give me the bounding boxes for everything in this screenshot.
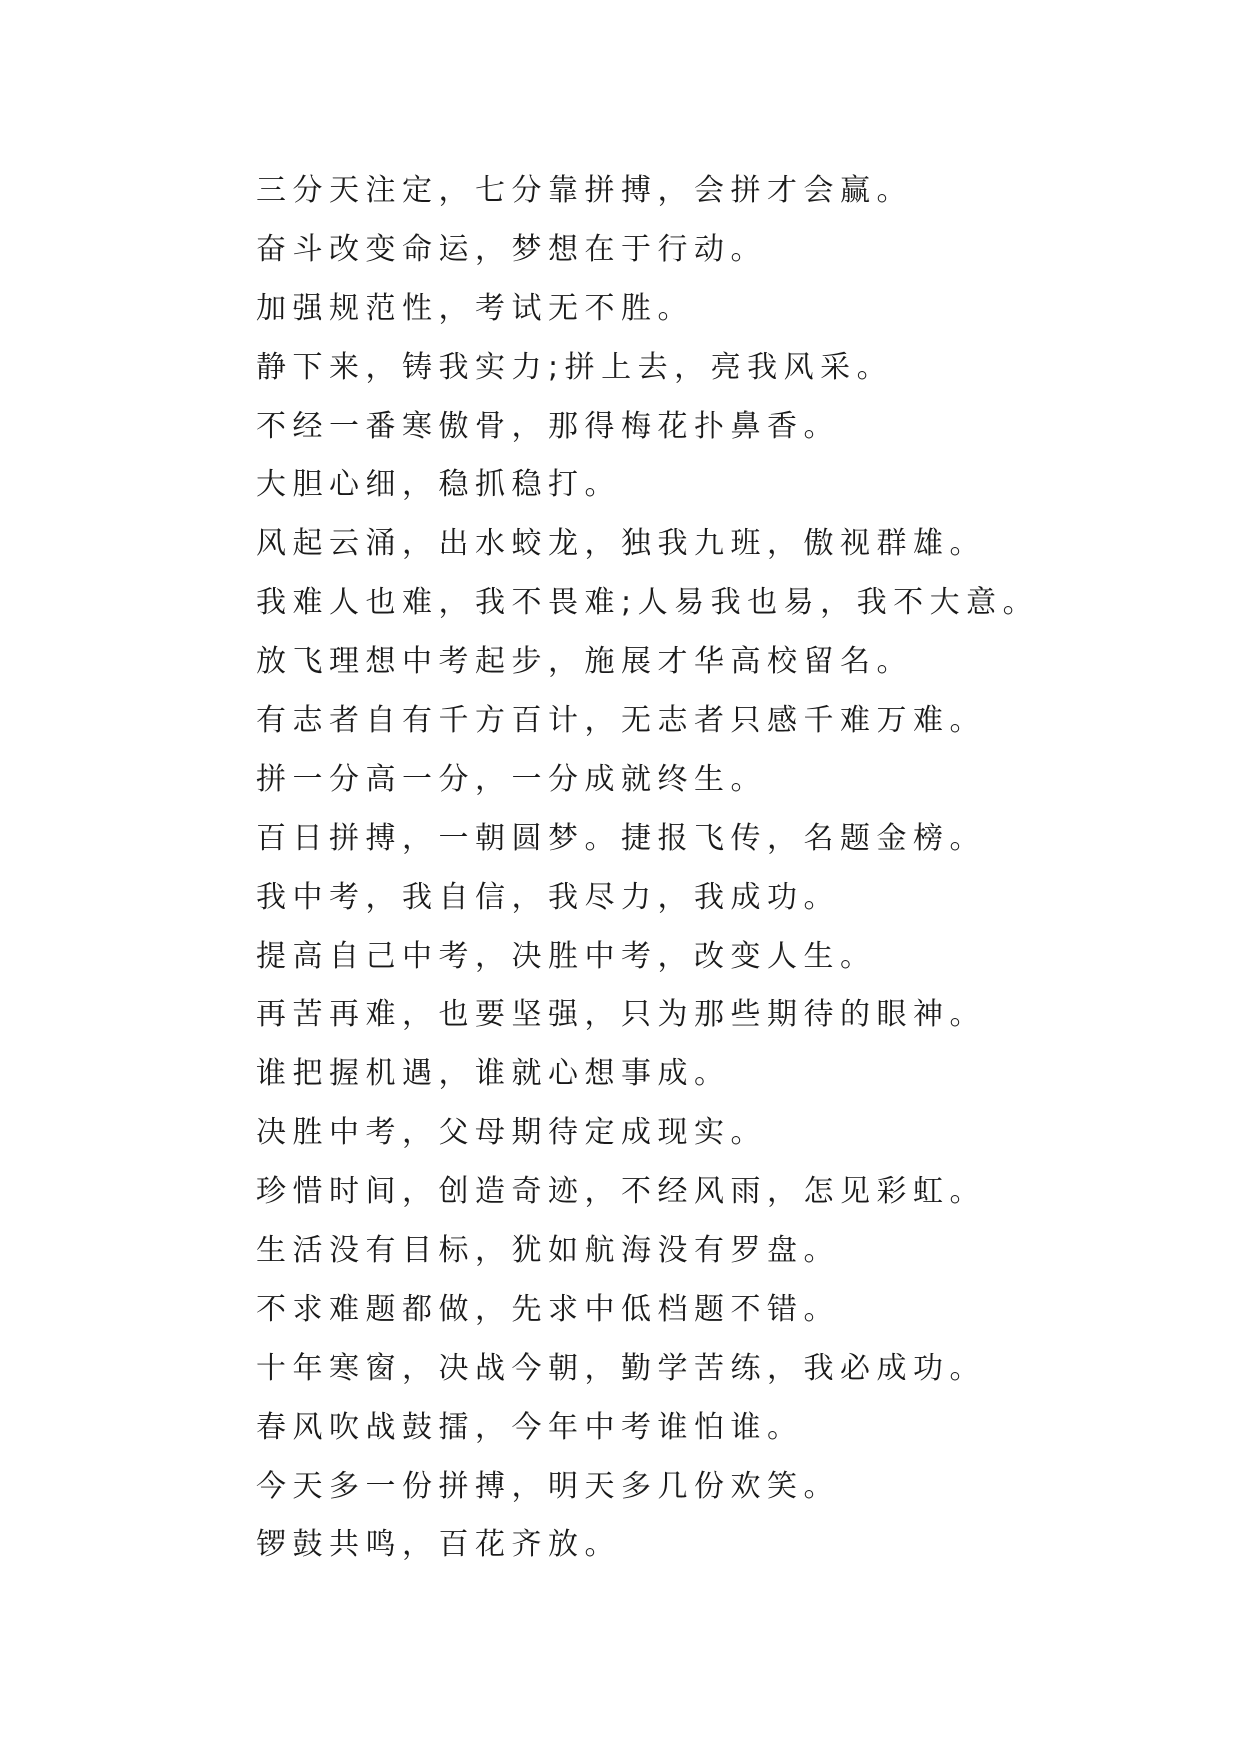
slogan-line: 不经一番寒傲骨，那得梅花扑鼻香。 xyxy=(256,408,840,444)
slogan-line: 不求难题都做，先求中低档题不错。 xyxy=(256,1291,840,1327)
slogan-line: 三分天注定，七分靠拼搏，会拼才会赢。 xyxy=(256,173,913,208)
slogan-line: 静下来，铸我实力;拼上去，亮我风采。 xyxy=(256,349,894,385)
slogan-line: 拼一分高一分，一分成就终生。 xyxy=(256,761,767,797)
slogan-line: 提高自己中考，决胜中考，改变人生。 xyxy=(256,938,877,974)
slogan-list xyxy=(256,162,1196,1575)
slogan-line: 十年寒窗，决战今朝，勤学苦练，我必成功。 xyxy=(256,1350,986,1386)
slogan-line: 今天多一份拼搏，明天多几份欢笑。 xyxy=(256,1468,840,1504)
slogan-line: 风起云涌，出水蛟龙，独我九班，傲视群雄。 xyxy=(256,526,986,562)
slogan-line: 锣鼓共鸣，百花齐放。 xyxy=(256,1527,621,1563)
slogan-line: 决胜中考，父母期待定成现实。 xyxy=(256,1115,767,1151)
slogan-line: 有志者自有千方百计，无志者只感千难万难。 xyxy=(256,703,986,739)
slogan-line: 生活没有目标，犹如航海没有罗盘。 xyxy=(256,1233,840,1269)
slogan-line: 我中考，我自信，我尽力，我成功。 xyxy=(256,879,840,915)
slogan-line: 放飞理想中考起步，施展才华高校留名。 xyxy=(256,644,913,680)
slogan-line: 百日拼搏，一朝圆梦。捷报飞传，名题金榜。 xyxy=(256,820,986,856)
slogan-line: 我难人也难，我不畏难;人易我也易，我不大意。 xyxy=(256,585,1040,621)
slogan-line: 大胆心细，稳抓稳打。 xyxy=(256,467,621,503)
slogan-line: 奋斗改变命运，梦想在于行动。 xyxy=(256,231,767,267)
slogan-line: 加强规范性，考试无不胜。 xyxy=(256,290,694,326)
slogan-line: 春风吹战鼓擂，今年中考谁怕谁。 xyxy=(256,1409,804,1445)
slogan-line: 再苦再难，也要坚强，只为那些期待的眼神。 xyxy=(256,997,986,1033)
slogan-line: 珍惜时间，创造奇迹，不经风雨，怎见彩虹。 xyxy=(256,1174,986,1210)
slogan-line: 谁把握机遇，谁就心想事成。 xyxy=(256,1056,731,1092)
